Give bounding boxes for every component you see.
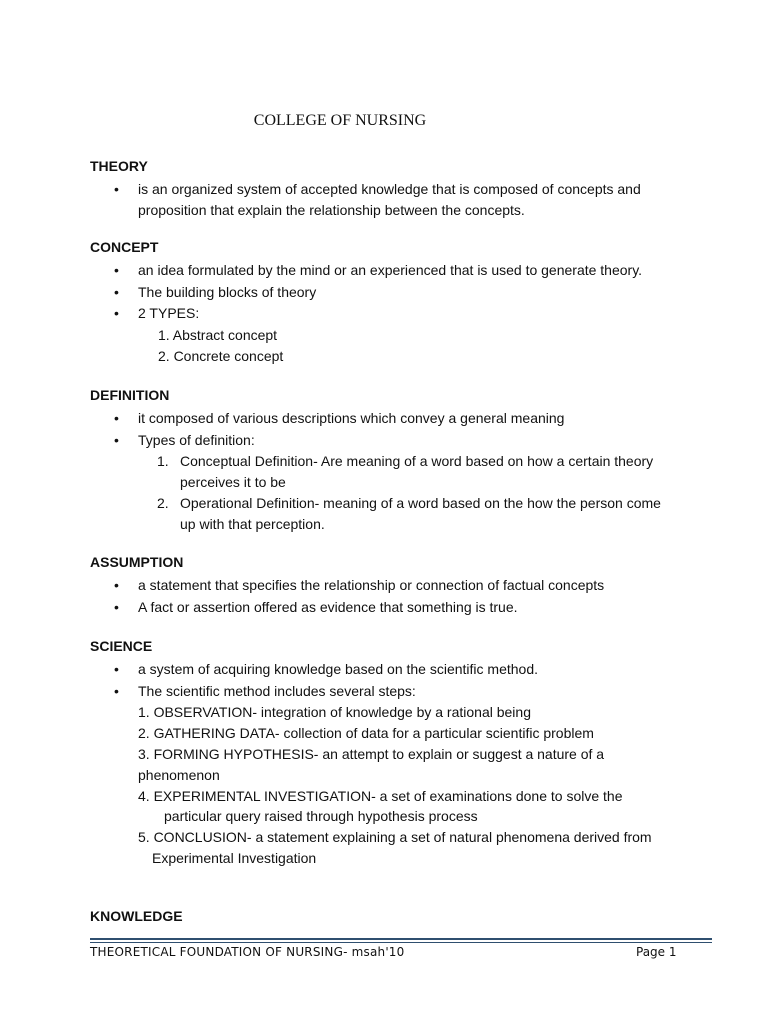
item-text: an idea formulated by the mind or an experienced that is used to generate theory. xyxy=(138,261,643,278)
item-text: The scientific method includes several steps: xyxy=(138,682,416,699)
sub-item: 1. Abstract concept xyxy=(158,327,278,344)
bullet-icon: • xyxy=(114,660,119,677)
list-item xyxy=(90,681,720,702)
list-item xyxy=(90,303,720,324)
footer-divider xyxy=(90,938,712,940)
item-text: a statement that specifies the relationship or connection of factual concepts xyxy=(138,576,605,593)
item-text: perceives it to be xyxy=(180,474,286,491)
section-concept xyxy=(90,237,720,367)
item-text: Types of definition: xyxy=(138,431,255,448)
section-heading: THEORY xyxy=(90,158,148,174)
item-text: Operational Definition- meaning of a word based on the how the person come xyxy=(180,494,661,511)
list-item xyxy=(90,282,720,303)
list-item xyxy=(90,575,720,596)
section-heading: SCIENCE xyxy=(90,638,153,654)
sub-item xyxy=(90,493,720,535)
bullet-icon: • xyxy=(114,409,119,426)
item-text: 2 TYPES: xyxy=(138,305,200,322)
item-text: A fact or assertion offered as evidence that something is true. xyxy=(138,598,518,615)
item-text: Conceptual Definition- Are meaning of a word based on how a certain theory xyxy=(180,453,654,470)
method-step: 3. FORMING HYPOTHESIS- an attempt to explain or suggest a nature of a xyxy=(138,745,605,762)
list-item xyxy=(90,430,720,451)
item-text: proposition that explain the relationship between the concepts. xyxy=(138,201,525,218)
item-text: The building blocks of theory xyxy=(138,283,317,300)
sub-item: 2. Concrete concept xyxy=(158,347,284,364)
method-step-continuation: phenomenon xyxy=(138,766,220,783)
section-science xyxy=(90,636,720,869)
item-text: is an organized system of accepted knowledge that is composed of concepts and xyxy=(138,180,641,197)
page-title: COLLEGE OF NURSING xyxy=(253,112,427,129)
sub-item xyxy=(90,451,720,493)
bullet-icon: • xyxy=(114,261,119,278)
section-heading: DEFINITION xyxy=(90,387,170,403)
item-number: 1. xyxy=(157,453,169,470)
bullet-icon: • xyxy=(114,305,119,322)
footer-text: THEORETICAL FOUNDATION OF NURSING- msah'10 xyxy=(90,945,405,959)
list-item xyxy=(90,260,720,281)
list-item xyxy=(90,659,720,680)
bullet-icon: • xyxy=(114,431,119,448)
bullet-icon: • xyxy=(114,598,119,615)
method-step-continuation: particular query raised through hypothesis process xyxy=(164,808,478,825)
method-step: 4. EXPERIMENTAL INVESTIGATION- a set of examinations done to solve the xyxy=(138,787,623,804)
section-assumption xyxy=(90,552,720,618)
item-number: 2. xyxy=(157,494,169,511)
page-number: Page 1 xyxy=(636,945,677,959)
section-knowledge xyxy=(90,906,720,929)
method-step: 5. CONCLUSION- a statement explaining a set of natural phenomena derived from xyxy=(138,829,652,846)
footer-divider xyxy=(90,942,712,943)
method-step-continuation: Experimental Investigation xyxy=(152,849,317,866)
method-step: 2. GATHERING DATA- collection of data for a particular scientific problem xyxy=(138,725,594,742)
section-theory xyxy=(90,156,720,221)
item-text: up with that perception. xyxy=(180,515,325,532)
section-definition xyxy=(90,385,720,535)
bullet-icon: • xyxy=(114,180,119,197)
section-heading: KNOWLEDGE xyxy=(90,908,183,924)
item-text: a system of acquiring knowledge based on the scientific method. xyxy=(138,660,539,677)
list-item xyxy=(90,597,720,618)
list-item xyxy=(90,179,720,221)
list-item xyxy=(90,408,720,429)
method-step: 1. OBSERVATION- integration of knowledge by a rational being xyxy=(138,704,531,721)
bullet-icon: • xyxy=(114,283,119,300)
item-text: it composed of various descriptions which convey a general meaning xyxy=(138,409,565,426)
bullet-icon: • xyxy=(114,682,119,699)
section-heading: CONCEPT xyxy=(90,239,159,255)
section-heading: ASSUMPTION xyxy=(90,554,184,570)
bullet-icon: • xyxy=(114,576,119,593)
